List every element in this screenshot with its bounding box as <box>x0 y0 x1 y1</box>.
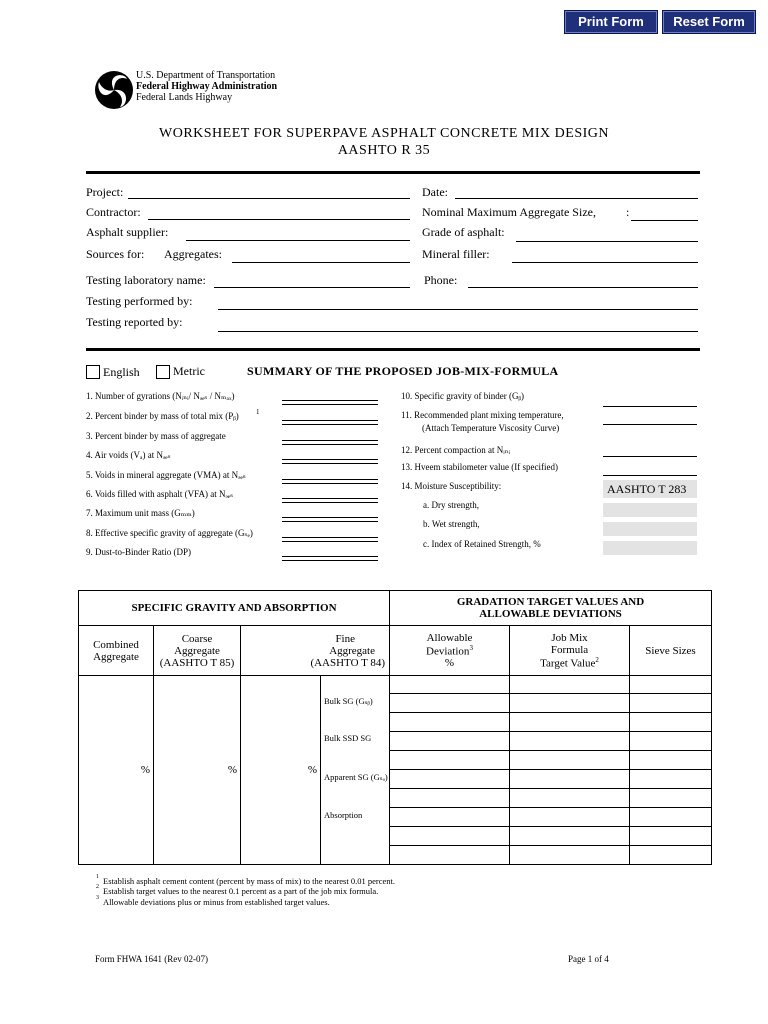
summary-field-12[interactable] <box>603 456 697 457</box>
nominal-size-colon: : <box>626 205 630 219</box>
grid-cell[interactable] <box>390 694 510 713</box>
summary-field-8[interactable] <box>282 537 378 542</box>
grid-cell[interactable] <box>630 808 712 827</box>
summary-title: SUMMARY OF THE PROPOSED JOB-MIX-FORMULA <box>247 364 559 378</box>
grid-cell[interactable] <box>390 732 510 751</box>
allowable-line3: % <box>444 657 455 670</box>
summary-item-13: 13. Hveem stabilometer value (If specified) <box>401 462 558 472</box>
summary-item-8: 8. Effective specific gravity of aggregate (Gₛₑ) <box>86 528 253 538</box>
summary-item-9: 9. Dust-to-Binder Ratio (DP) <box>86 547 191 557</box>
footnote-3: Allowable deviations plus or minus from established target values. <box>103 897 330 907</box>
summary-item-12: 12. Percent compaction at Nᵢₙᵢ <box>401 445 511 455</box>
reported-label: Testing reported by: <box>86 315 183 329</box>
allowable-line2: Deviation <box>426 645 470 658</box>
combined-line2: Aggregate <box>93 650 139 663</box>
coarse-line1: Coarse <box>181 632 213 645</box>
allowable-deviation-header <box>390 626 510 676</box>
asphalt-supplier-label: Asphalt supplier: <box>86 225 169 239</box>
project-field[interactable] <box>128 198 410 199</box>
fine-percent-cell[interactable] <box>241 676 321 865</box>
summary-item-6: 6. Voids filled with asphalt (VFA) at Nₔₑₛ <box>86 489 234 499</box>
bulk-ssd-sg-label: Bulk SSD SG <box>324 733 372 743</box>
wet-strength-field[interactable] <box>603 522 697 536</box>
english-label: English <box>103 365 140 379</box>
aggregates-label: Aggregates: <box>164 247 222 261</box>
title-divider <box>86 171 700 174</box>
footnote-1: Establish asphalt cement content (percent by mass of mix) to the nearest 0.01 percent. <box>103 876 395 886</box>
jmf-sup: 2 <box>595 655 599 664</box>
jmf-line3: Target Value <box>540 657 596 670</box>
summary-item-14a: a. Dry strength, <box>423 500 479 510</box>
reported-field[interactable] <box>218 331 698 332</box>
english-checkbox[interactable] <box>86 365 100 379</box>
grid-cell[interactable] <box>390 751 510 770</box>
grid-cell[interactable] <box>630 846 712 865</box>
summary-field-4[interactable] <box>282 459 378 464</box>
grid-cell[interactable] <box>630 694 712 713</box>
grid-cell[interactable] <box>390 676 510 694</box>
summary-field-11[interactable] <box>603 424 697 425</box>
grid-cell[interactable] <box>510 694 630 713</box>
dot-logo-icon <box>94 70 134 110</box>
jmf-header <box>510 626 630 676</box>
grid-cell[interactable] <box>510 676 630 694</box>
mineral-filler-field[interactable] <box>512 262 698 263</box>
phone-label: Phone: <box>424 273 458 287</box>
agency-dept: U.S. Department of Transportation <box>136 70 276 81</box>
grid-cell[interactable] <box>390 789 510 808</box>
grid-cell[interactable] <box>630 713 712 732</box>
summary-item-10: 10. Specific gravity of binder (Gᵦ) <box>401 391 525 401</box>
performed-field[interactable] <box>218 309 698 310</box>
footnote-1-mark: 1 <box>96 874 99 880</box>
absorption-label: Absorption <box>324 810 363 820</box>
date-field[interactable] <box>455 198 698 199</box>
contractor-label: Contractor: <box>86 205 141 219</box>
bulk-sg-label: Bulk SG (Gₛᵦ) <box>324 696 373 706</box>
grid-cell[interactable] <box>390 713 510 732</box>
summary-item-14b: b. Wet strength, <box>423 519 480 529</box>
grid-cell[interactable] <box>510 827 630 846</box>
lab-label: Testing laboratory name: <box>86 273 206 287</box>
date-label: Date: <box>422 185 448 199</box>
performed-label: Testing performed by: <box>86 294 193 308</box>
nominal-size-label: Nominal Maximum Aggregate Size, <box>422 205 596 219</box>
aashto-t283-label: AASHTO T 283 <box>607 482 687 496</box>
print-form-button[interactable]: Print Form <box>564 10 658 34</box>
combined-aggregate-header <box>79 626 154 676</box>
grid-cell[interactable] <box>630 827 712 846</box>
page-subtitle: AASHTO R 35 <box>337 143 431 158</box>
summary-field-10[interactable] <box>603 406 697 407</box>
footnote-2: Establish target values to the nearest 0.1 percent as a part of the job mix formula. <box>103 886 379 896</box>
grid-cell[interactable] <box>630 676 712 694</box>
sg-header: SPECIFIC GRAVITY AND ABSORPTION <box>79 591 390 626</box>
agency-flh: Federal Lands Highway <box>136 92 233 103</box>
form-number: Form FHWA 1641 (Rev 02-07) <box>95 954 208 964</box>
summary-item-5: 5. Voids in mineral aggregate (VMA) at Nₔₑₛ <box>86 470 246 480</box>
grid-cell[interactable] <box>630 751 712 770</box>
phone-field[interactable] <box>468 287 698 288</box>
mineral-filler-label: Mineral filler: <box>422 247 490 261</box>
grid-cell[interactable] <box>630 789 712 808</box>
grid-cell[interactable] <box>510 846 630 865</box>
nominal-size-field[interactable] <box>631 220 698 221</box>
summary-field-6[interactable] <box>282 498 378 503</box>
coarse-aggregate-header <box>154 626 241 676</box>
allowable-line1: Allowable <box>426 631 473 644</box>
grid-cell[interactable] <box>630 770 712 789</box>
grid-cell[interactable] <box>510 732 630 751</box>
summary-footnote-mark: 1 <box>256 408 260 416</box>
grid-cell[interactable] <box>390 827 510 846</box>
coarse-line2: Aggregate <box>174 644 220 657</box>
retained-strength-field[interactable] <box>603 541 697 555</box>
grade-field[interactable] <box>516 241 698 242</box>
reset-form-button[interactable]: Reset Form <box>662 10 756 34</box>
grid-cell[interactable] <box>390 808 510 827</box>
fine-line1: Fine <box>335 632 355 645</box>
section-divider <box>86 348 700 351</box>
gradation-header <box>390 591 712 626</box>
dry-strength-field[interactable] <box>603 503 697 517</box>
lab-field[interactable] <box>214 287 410 288</box>
combined-percent: % <box>140 764 150 776</box>
combined-percent-cell[interactable] <box>79 676 154 865</box>
summary-item-14: 14. Moisture Susceptibility: <box>401 481 502 491</box>
agency-fhwa: Federal Highway Administration <box>136 81 278 92</box>
metric-checkbox[interactable] <box>156 365 170 379</box>
asphalt-supplier-field[interactable] <box>186 240 410 241</box>
contractor-field[interactable] <box>148 219 410 220</box>
apparent-sg-label: Apparent SG (Gₛₐ) <box>324 772 388 782</box>
aggregates-field[interactable] <box>232 262 410 263</box>
jmf-line1: Job Mix <box>551 631 588 644</box>
fine-aggregate-header <box>241 626 390 676</box>
footnote-2-mark: 2 <box>96 884 99 890</box>
summary-item-4: 4. Air voids (Vₐ) at Nₔₑₛ <box>86 450 171 460</box>
grade-label: Grade of asphalt: <box>422 225 505 239</box>
grid-cell[interactable] <box>510 713 630 732</box>
summary-field-3[interactable] <box>282 440 378 445</box>
grid-cell[interactable] <box>630 732 712 751</box>
grid-cell[interactable] <box>390 846 510 865</box>
project-label: Project: <box>86 185 124 199</box>
fine-line3: (AASHTO T 84) <box>310 656 385 669</box>
footnote-3-mark: 3 <box>96 895 99 901</box>
coarse-percent: % <box>227 764 237 776</box>
metric-label: Metric <box>173 364 205 378</box>
summary-field-7[interactable] <box>282 517 378 522</box>
coarse-line3: (AASHTO T 85) <box>159 656 235 669</box>
jmf-line2: Formula <box>550 643 589 656</box>
combined-line1: Combined <box>93 638 139 651</box>
summary-item-3: 3. Percent binder by mass of aggregate <box>86 431 226 441</box>
summary-item-7: 7. Maximum unit mass (Gₘₘ) <box>86 508 195 518</box>
grid-cell[interactable] <box>510 808 630 827</box>
summary-item-11-note: (Attach Temperature Viscosity Curve) <box>422 423 560 433</box>
fine-percent: % <box>307 764 317 776</box>
grid-cell[interactable] <box>510 751 630 770</box>
fine-line2: Aggregate <box>329 644 375 657</box>
summary-field-2[interactable] <box>282 420 378 425</box>
page-number: Page 1 of 4 <box>568 954 609 964</box>
allowable-sup: 3 <box>469 643 473 652</box>
gradation-header-line1: GRADATION TARGET VALUES AND <box>456 596 645 608</box>
summary-field-13[interactable] <box>603 475 697 476</box>
summary-field-9[interactable] <box>282 556 378 561</box>
summary-field-1[interactable] <box>282 400 378 405</box>
grid-cell[interactable] <box>510 789 630 808</box>
summary-item-11: 11. Recommended plant mixing temperature, <box>401 410 564 420</box>
gradation-table <box>78 590 712 865</box>
sieve-sizes-header: Sieve Sizes <box>630 626 712 676</box>
summary-item-14c: c. Index of Retained Strength, % <box>423 539 541 549</box>
summary-item-1: 1. Number of gyrations (Nᵢₙᵢ/ Nₔₑₛ / Nₘₐₓ) <box>86 391 235 401</box>
page-title: WORKSHEET FOR SUPERPAVE ASPHALT CONCRETE MIX DESIGN <box>159 126 609 141</box>
coarse-percent-cell[interactable] <box>154 676 241 865</box>
sources-label: Sources for: <box>86 247 145 261</box>
gradation-header-line2: ALLOWABLE DEVIATIONS <box>479 608 622 620</box>
summary-field-5[interactable] <box>282 479 378 484</box>
grid-cell[interactable] <box>510 770 630 789</box>
grid-cell[interactable] <box>390 770 510 789</box>
summary-item-2: 2. Percent binder by mass of total mix (Pᵦ) <box>86 411 239 421</box>
sg-labels-cell <box>321 676 390 865</box>
